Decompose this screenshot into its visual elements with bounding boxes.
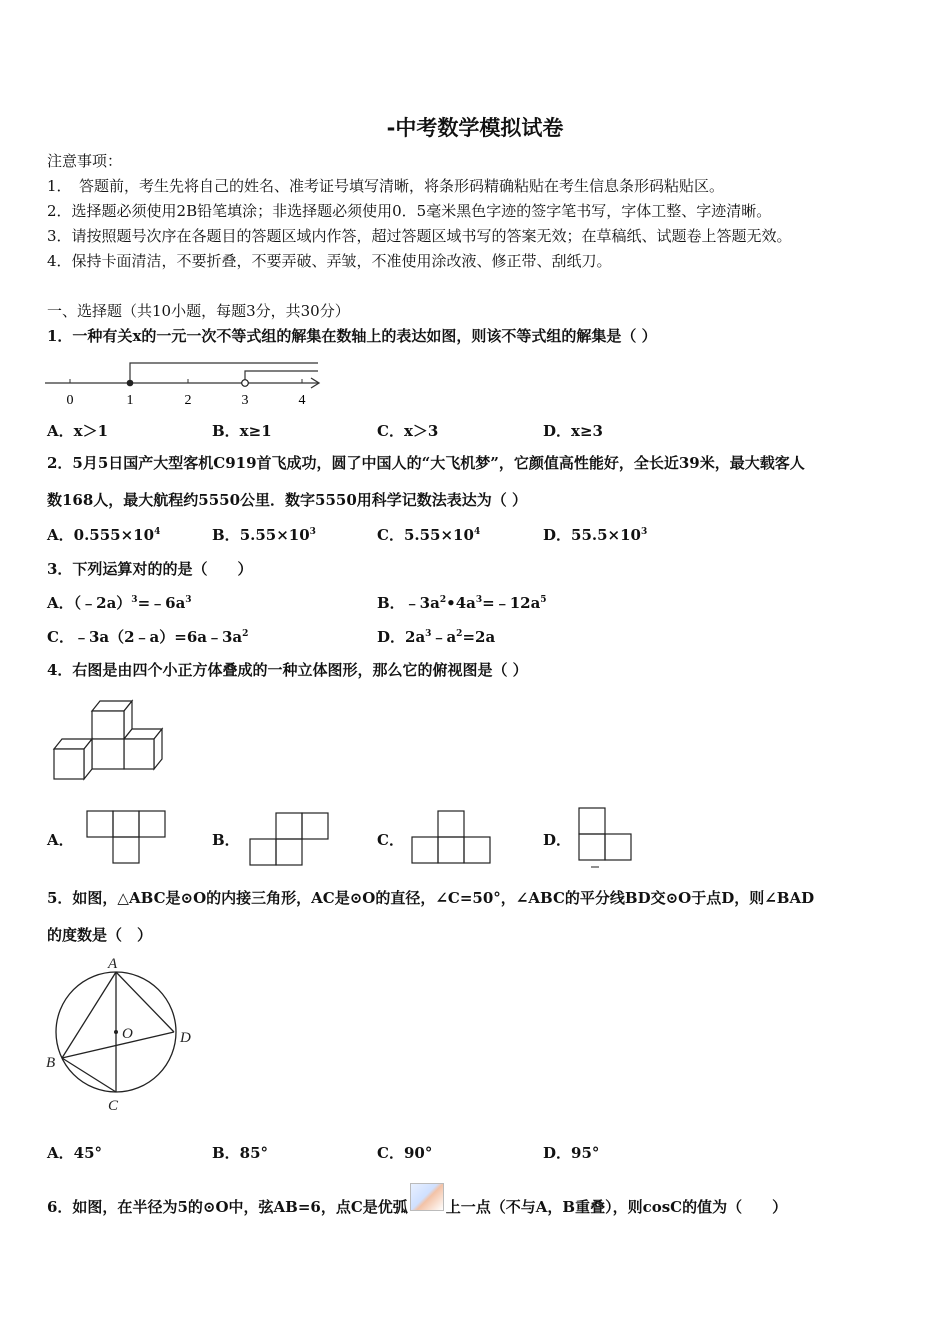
q3-option-b[interactable]: B．$﹣3a^2•4a^3=﹣12a^5$ (377, 594, 547, 612)
q2-option-c[interactable]: C．$5.55\times 10^4$ (377, 526, 481, 544)
q5-option-c[interactable]: C．90° (377, 1144, 433, 1162)
q5-option-b[interactable]: B．85° (212, 1144, 269, 1162)
notice-item-4: 4．保持卡面清洁，不要折叠，不要弄破、弄皱，不准使用涂改液、修正带、刮纸刀。 (47, 252, 612, 270)
axis-label-2: 2 (184, 393, 192, 408)
notice-item-2: 2．选择题必须使用2B铅笔填涂；非选择题必须使用0．5毫米黑色字迹的签字笔书写，字体工整、字迹清晰。 (47, 202, 772, 220)
broken-image-icon (410, 1183, 444, 1211)
page-title: -中考数学模拟试卷 (386, 116, 564, 140)
axis-label-4: 4 (298, 393, 306, 408)
q2-option-d[interactable]: D．$55.5\times 10^3$ (543, 526, 648, 544)
axis-label-0: 0 (66, 393, 74, 408)
q1-option-c[interactable]: C．x＞3 (377, 422, 439, 440)
q1-option-a[interactable]: A．x＞1 (47, 422, 109, 440)
question-1-stem: 1．一种有关x的一元一次不等式组的解集在数轴上的表达如图，则该不等式组的解集是（ ） (47, 327, 657, 345)
circle-triangle-figure (40, 950, 210, 1120)
number-line-figure (40, 358, 330, 410)
question-2-stem-line1: 2．5月5日国产大型客机C919首飞成功，圆了中国人的“大飞机梦”，它颜值高性能好，全长近39米，最大载客人 (47, 454, 805, 472)
question-5-stem-line1: 5．如图，△ABC是⊙O的内接三角形，AC是⊙O的直径，∠C=50°，∠ABC的平分线BD交⊙O于点D，则∠BAD (47, 889, 815, 907)
label-point-o: O (122, 1026, 133, 1042)
question-5-stem-line2: 的度数是（ ） (47, 926, 153, 944)
question-6-stem: 6．如图，在半径为5的⊙O中，弦AB=6，点C是优弧 上一点（不与A，B重叠），则cosC的值为（ ） (47, 1189, 787, 1217)
axis-label-1: 1 (126, 393, 134, 408)
q4-option-b-figure[interactable] (248, 812, 332, 868)
q3-option-c[interactable]: C．$﹣3a(2﹣a)=6a﹣3a^2$ (47, 628, 249, 646)
q1-option-b[interactable]: B．x≥1 (212, 422, 272, 440)
q4-option-d-figure[interactable] (577, 806, 637, 870)
label-point-a: A (108, 956, 118, 972)
q4-option-c-label[interactable]: C． (377, 831, 404, 849)
question-3-stem: 3．下列运算对的的是（ ） (47, 560, 253, 578)
q3-option-d[interactable]: D．$2a^3﹣a^2=2a$ (377, 628, 496, 646)
label-point-d: D (180, 1030, 191, 1046)
q4-option-a-figure[interactable] (86, 810, 168, 866)
q3-option-a[interactable]: A．$(﹣2a)^3=﹣6a^3$ (47, 594, 192, 612)
q5-option-a[interactable]: A．45° (47, 1144, 103, 1162)
q5-option-d[interactable]: D．95° (543, 1144, 600, 1162)
section-heading: 一、选择题（共10小题，每题3分，共30分） (47, 302, 350, 320)
q4-option-c-figure[interactable] (410, 810, 494, 866)
notice-item-1: 1． 答题前，考生先将自己的姓名、准考证号填写清晰，将条形码精确粘贴在考生信息条形码粘贴区。 (47, 177, 725, 195)
notice-item-3: 3．请按照题号次序在各题目的答题区域内作答，超过答题区域书写的答案无效；在草稿纸、试题卷上答题无效。 (47, 227, 792, 245)
notice-heading: 注意事项： (47, 152, 123, 170)
q2-option-a[interactable]: A．$0.555\times 10^4$ (47, 526, 161, 544)
q4-option-d-label[interactable]: D． (543, 831, 572, 849)
q4-option-a-label[interactable]: A． (47, 831, 74, 849)
q1-option-d[interactable]: D．x≥3 (543, 422, 603, 440)
question-4-stem: 4．右图是由四个小正方体叠成的一种立体图形，那么它的俯视图是（ ） (47, 661, 528, 679)
label-point-c: C (108, 1098, 119, 1114)
cube-stack-figure (50, 697, 170, 783)
question-2-stem-line2: 数168人，最大航程约5550公里．数字5550用科学记数法表达为（ ） (47, 491, 528, 509)
q2-option-b[interactable]: B．$5.55\times 10^3$ (212, 526, 316, 544)
q4-option-b-label[interactable]: B． (212, 831, 240, 849)
axis-label-3: 3 (241, 393, 249, 408)
label-point-b: B (46, 1055, 56, 1071)
